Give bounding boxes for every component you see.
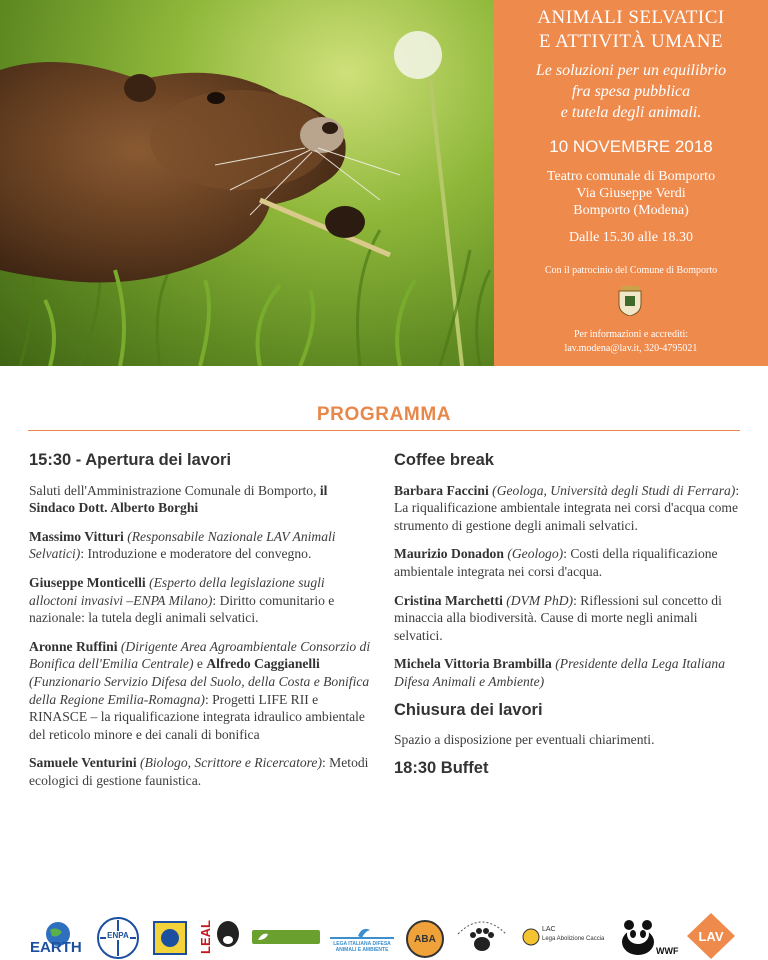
conjunction-text: e	[193, 656, 203, 672]
lida-logo-text: LEGA ITALIANA DIFESA ANIMALI E AMBIENTE	[333, 941, 391, 953]
greetings-item	[29, 482, 374, 517]
event-subtitle-line2: fra spesa pubblica	[571, 83, 691, 100]
sponsor-logos	[0, 912, 768, 960]
program-title: PROGRAMMA	[316, 404, 452, 425]
green-banner-logo	[252, 930, 320, 944]
speaker-role: (Responsabile Nazionale LAV Animali Selvatici)	[29, 528, 336, 562]
lac-logo	[522, 926, 614, 948]
speaker-ruffini-caggianelli	[29, 638, 374, 744]
speaker-role: (Funzionario Servizio Difesa del Suolo, della Costa e Bonifica della Regione Emilia-Romagna)	[29, 673, 370, 707]
paw-print-icon	[450, 914, 514, 958]
leal-logo	[198, 918, 242, 958]
earth-logo-text: EARTH	[30, 939, 82, 956]
speaker-brambilla	[394, 655, 744, 690]
enpa-logo-text: ENPA	[107, 931, 129, 940]
speaker-vitturi	[29, 528, 374, 563]
program-right-column	[394, 452, 744, 789]
event-title-line2: E ATTIVITÀ UMANE	[538, 31, 724, 52]
lac-emblem-icon	[522, 928, 540, 946]
buffet-heading: 18:30 Buffet	[394, 758, 489, 777]
talk-title: : Diritto comunitario e nazionale: la tutela degli animali selvatici.	[29, 592, 335, 626]
speaker-name: Samuele Venturini	[29, 755, 137, 771]
talk-title: : Progetti LIFE RII e RINASCE – la riqualificazione integrata idraulico ambientale del reticolo minore e dei canali di bonifica	[29, 691, 365, 742]
event-venue	[494, 168, 768, 219]
event-info-panel	[494, 0, 768, 366]
shield-icon	[152, 920, 188, 956]
speaker-role: (DVM PhD)	[506, 592, 574, 608]
contact-label: Per informazioni e accrediti:	[573, 329, 689, 340]
lida-logo	[330, 924, 394, 954]
speaker-name: Giuseppe Monticelli	[29, 574, 146, 590]
speaker-name: Michela Vittoria Brambilla	[394, 656, 552, 672]
venue-street: Via Giuseppe Verdi	[576, 186, 686, 201]
speaker-name: Massimo Vitturi	[29, 528, 124, 544]
event-date: 10 NOVEMBRE 2018	[549, 137, 713, 156]
speaker-donadon	[394, 545, 744, 580]
soccorso-animali-logo	[450, 914, 514, 958]
lav-logo	[686, 912, 736, 960]
speaker-venturini	[29, 754, 374, 789]
aba-logo-text: ABA	[414, 933, 436, 945]
lida-bird-icon	[330, 924, 394, 940]
mayor-name: il Sindaco Dott. Alberto Borghi	[29, 482, 328, 516]
event-title	[494, 6, 768, 54]
wwf-logo	[620, 918, 680, 958]
guardie-logo	[152, 920, 188, 956]
contact-info	[494, 328, 768, 356]
lac-logo-full: Lega Abolizione Caccia	[542, 936, 605, 942]
speaker-monticelli	[29, 574, 374, 627]
speaker-role: (Dirigente Area Agroambientale Consorzio di Bonifica dell'Emilia Centrale)	[29, 638, 371, 672]
closing-text: Spazio a disposizione per eventuali chiarimenti.	[394, 732, 655, 748]
event-title-line1: ANIMALI SELVATICI	[537, 7, 725, 28]
speaker-role: (Presidente della Lega Italiana Difesa Animali e Ambiente)	[394, 656, 725, 689]
talk-title: : Introduzione e moderatore del convegno.	[80, 546, 312, 562]
closing-heading: Chiusura dei lavori	[394, 700, 543, 719]
speaker-role: (Esperto della legislazione sugli alloctoni invasivi –ENPA Milano)	[29, 574, 325, 608]
enpa-logo	[96, 916, 140, 960]
event-subtitle-line1: Le soluzioni per un equilibrio	[535, 62, 727, 79]
panda-icon	[620, 918, 656, 956]
speaker-role: (Geologa, Università degli Studi di Ferrara)	[492, 482, 736, 498]
event-subtitle	[494, 60, 768, 123]
speaker-role: (Geologo)	[507, 546, 564, 562]
speaker-name: Barbara Faccini	[394, 482, 489, 498]
talk-title: : La riqualificazione ambientale integrata nei corsi d'acqua come strumento di gestione degli animali selvatici.	[394, 482, 740, 533]
greetings-text: Saluti dell'Amministrazione Comunale di Bomporto,	[29, 482, 320, 498]
nutria-illustration	[0, 0, 494, 366]
aba-logo	[406, 920, 444, 958]
contact-details: lav.modena@lav.it, 320-4795021	[564, 343, 698, 354]
speaker-marchetti	[394, 592, 744, 645]
program-divider	[28, 430, 740, 431]
lav-logo-text: LAV	[698, 928, 724, 944]
talk-title: : Metodi ecologici di gestione faunistica.	[29, 755, 369, 788]
coffee-break-heading: Coffee break	[394, 451, 494, 469]
speaker-name: Maurizio Donadon	[394, 546, 504, 562]
event-subtitle-line3: e tutela degli animali.	[560, 104, 702, 121]
speaker-name: Cristina Marchetti	[394, 592, 503, 608]
talk-title: : Costi della riqualificazione ambientale integrata nei corsi d'acqua.	[394, 546, 718, 579]
speaker-role: (Biologo, Scrittore e Ricercatore)	[140, 755, 322, 771]
speaker-name: Aronne Ruffini	[29, 638, 118, 654]
patronage-text: Con il patrocinio del Comune di Bomporto	[544, 265, 718, 276]
speaker-faccini	[394, 482, 744, 535]
opening-heading: 15:30 - Apertura dei lavori	[29, 451, 232, 469]
leaf-icon	[252, 930, 320, 944]
leal-logo-text: LEAL	[198, 920, 213, 954]
talk-title: : Riflessioni sul concetto di minaccia alla biodiversità. Cause di morte negli animali selvatici.	[394, 592, 722, 643]
earth-logo	[28, 920, 88, 956]
venue-city: Bomporto (Modena)	[573, 203, 689, 218]
municipal-crest-icon	[617, 286, 643, 316]
event-photo	[0, 0, 494, 366]
program-left-column	[29, 452, 374, 801]
speaker-name: Alfredo Caggianelli	[206, 656, 320, 672]
lac-logo-short: LAC	[542, 926, 556, 933]
wwf-logo-text: WWF	[656, 946, 679, 956]
event-time: Dalle 15.30 alle 18.30	[568, 230, 694, 245]
venue-name: Teatro comunale di Bomporto	[546, 169, 716, 184]
